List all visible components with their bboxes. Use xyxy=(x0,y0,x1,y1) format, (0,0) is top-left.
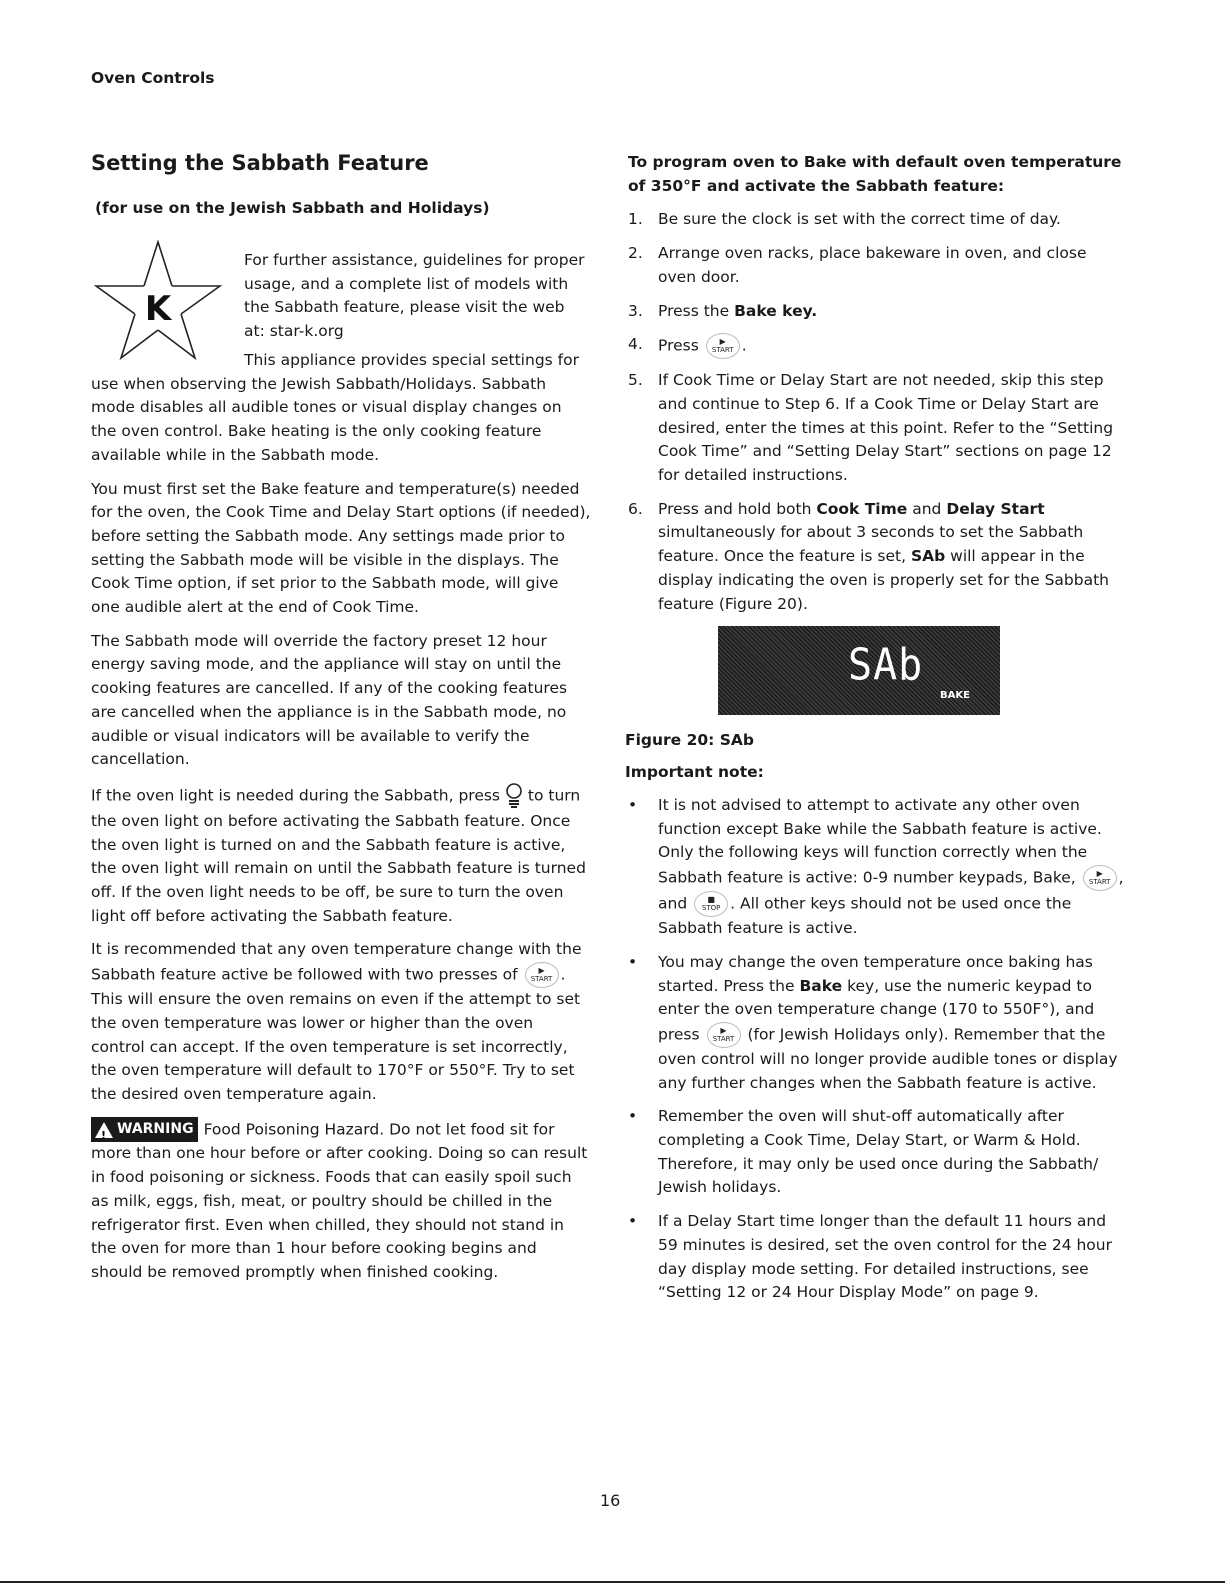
steps-list xyxy=(628,208,1128,616)
list-item: 1. Be sure the clock is set with the correct time of day. xyxy=(628,210,1061,229)
para-settings: You must first set the Bake feature and temperature(s) needed for the oven, the Cook Time and Delay Start options (if needed), before setting the Sabbath mode. Any settings made prior to setting the Sabbath mode will be visible in the displays. The Cook Time option, if set prior to the Sabbath mode, will give one audible alert at the end of Cook Time. xyxy=(91,479,591,617)
figure-caption: Figure 20: SAb xyxy=(625,731,755,749)
list-item: 6. Press and hold both Cook Time and Delay Start simultaneously for about 3 seconds to set the Sabbath feature. Once the feature is set, SAb will appear in the display indicating the oven is properly set for the Sabbath feature (Figure 20). xyxy=(628,499,1109,613)
warning-paragraph: ! WARNING Food Poisoning Hazard. Do not let food sit for more than one hour before or after cooking. Doing so can result in food poisoning or sickness. Foods that can easily spoil such as milk, eggs, fish, meat, or poultry should be chilled in the refrigerator first. Even when chilled, they should not stand in the oven for more than 1 hour before cooking begins and should be removed promptly when finished cooking. xyxy=(91,1117,591,1285)
list-item: • Remember the oven will shut-off automatically after completing a Cook Time, Delay Start, or Warm & Hold. Therefore, it may only be used once during the Sabbath/ Jewish holidays. xyxy=(628,1105,1128,1200)
para-override: The Sabbath mode will override the factory preset 12 hour energy saving mode, and the appliance will stay on until the cooking features are cancelled. If any of the cooking features are cancelled when the appliance is in the Sabbath mode, no audible or visual indicators will be available to verify the cancellation. xyxy=(91,631,568,769)
para-oven-light: If the oven light is needed during the Sabbath, press to turn the oven light on before activating the Sabbath feature. Once the oven light is turned on and the Sabbath feature is active, the oven light will remain on until the Sabbath feature is turned off. If the oven light needs to be off, be sure to turn the oven light off before activating the Sabbath feature. xyxy=(91,782,591,929)
list-item: 3. Press the Bake key. xyxy=(628,301,818,320)
list-item: 2. Arrange oven racks, place bakeware in oven, and close oven door. xyxy=(628,244,1087,286)
display-mode-label: BAKE xyxy=(940,690,970,701)
warning-badge: ! WARNING xyxy=(91,1117,198,1143)
warning-triangle-icon xyxy=(95,1122,113,1138)
program-heading: To program oven to Bake with default oven temperature of 350°F and activate the Sabbath feature: xyxy=(628,153,1122,195)
page-header: Oven Controls xyxy=(91,69,215,87)
para-temperature-change: It is recommended that any oven temperature change with the Sabbath feature active be followed with two presses of ▶ START . This will ensure the oven remains on even if the attempt to set the oven temperature was lower or higher than the oven control can accept. If the oven temperature is set incorrectly, the oven temperature will default to 170°F or 550°F. Try to set the desired oven temperature again. xyxy=(91,940,582,1103)
oven-display-figure xyxy=(718,626,1000,715)
stop-button-icon: ■ STOP xyxy=(694,891,728,917)
left-column xyxy=(91,349,591,1285)
start-button-icon: ▶ START xyxy=(1083,865,1117,891)
star-k-logo-icon xyxy=(94,240,222,360)
light-bulb-icon xyxy=(505,782,523,810)
bottom-rule xyxy=(0,1581,1225,1583)
list-item: • You may change the oven temperature once baking has started. Press the Bake key, use the numeric keypad to enter the oven temperature change (170 to 550F°), and press ▶ START (for Jewish Holidays only). Remember that the oven control will no longer provide audible tones or display any further changes when the Sabbath feature is active. xyxy=(628,951,1128,1096)
list-item: • It is not advised to attempt to activate any other oven function except Bake while the Sabbath feature is active. Only the following keys will function correctly when the Sabbath feature is active: 0-9 number keypads, Bake, ▶ START , and ■ STOP . All other keys should not be used once the Sabbath feature is active. xyxy=(628,794,1128,941)
important-heading: Important note: xyxy=(625,763,764,781)
start-button-icon: ▶ START xyxy=(707,1022,741,1048)
page-title: Setting the Sabbath Feature xyxy=(91,151,429,175)
logo-letter: K xyxy=(144,289,172,329)
list-item: 4. Press ▶ START . xyxy=(628,333,1128,359)
list-item: 5. If Cook Time or Delay Start are not needed, skip this step and continue to Step 6. If a Cook Time or Delay Start are desired, enter the times at this point. Refer to the “Setting Cook Time” and “Setting Delay Start” sections on page 12 for detailed instructions. xyxy=(628,371,1114,485)
right-column xyxy=(628,151,1128,626)
page-subtitle: (for use on the Jewish Sabbath and Holidays) xyxy=(95,199,490,217)
start-button-icon: ▶ START xyxy=(706,333,740,359)
notes-list xyxy=(628,794,1128,1305)
para-sabbath-mode: This appliance provides special settings for use when observing the Jewish Sabbath/Holidays. Sabbath mode disables all audible tones or visual display changes on the oven control. Bake heating is the only cooking feature available while in the Sabbath mode. xyxy=(91,351,579,464)
intro-text: For further assistance, guidelines for proper usage, and a complete list of models with the Sabbath feature, please visit the web at: star-k.org xyxy=(244,251,585,341)
list-item: • If a Delay Start time longer than the default 11 hours and 59 minutes is desired, set the oven control for the 24 hour day display mode setting. For detailed instructions, see “Setting 12 or 24 Hour Display Mode” on page 9. xyxy=(628,1210,1128,1305)
page-number: 16 xyxy=(600,1491,621,1510)
notes-column xyxy=(628,794,1128,1315)
start-button-icon: ▶ START xyxy=(525,962,559,988)
display-segment-text: SAb xyxy=(848,639,924,691)
